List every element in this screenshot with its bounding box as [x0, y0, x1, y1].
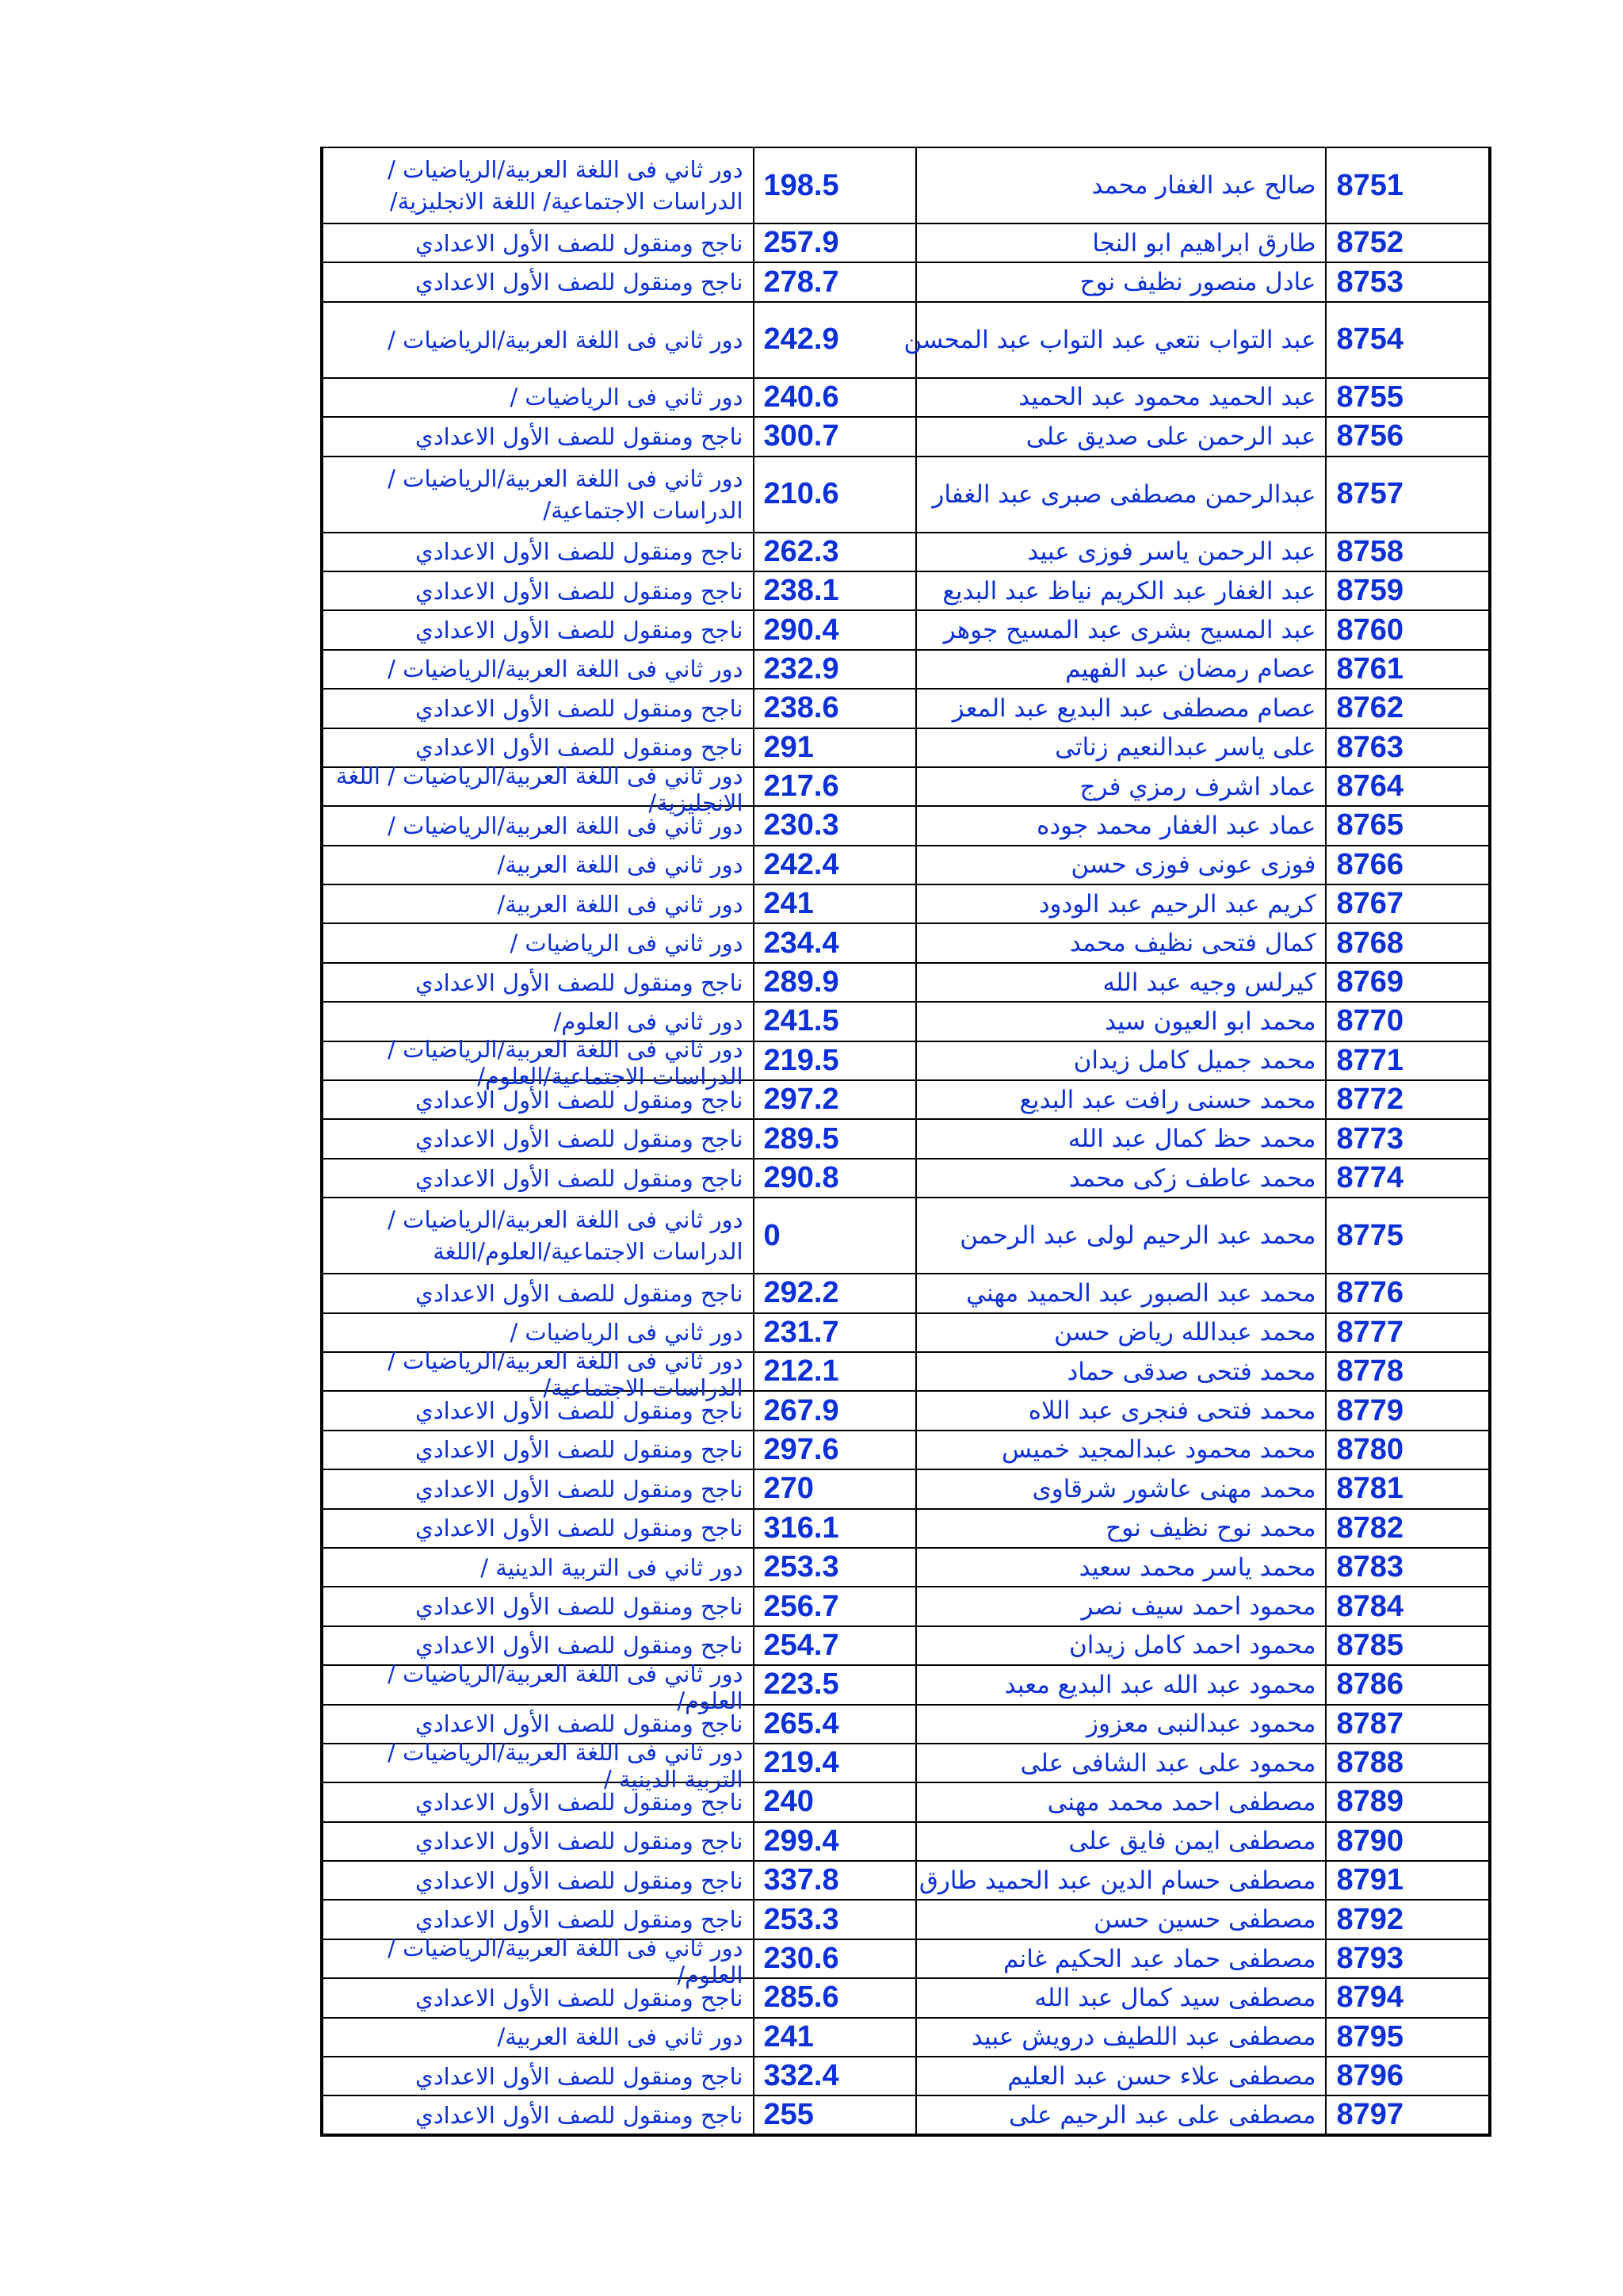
total-score-cell: 241.5 [754, 1002, 917, 1041]
student-name-cell: محمد ابو العيون سيد [916, 1002, 1326, 1041]
result-status-cell [322, 1934, 754, 1988]
result-status-text: ناجح ومنقول للصف الأول الاعدادي [415, 1125, 743, 1153]
result-status-cell [322, 1548, 754, 1587]
result-status-cell [322, 457, 754, 533]
result-status-cell [322, 1274, 754, 1312]
result-status-cell [322, 147, 754, 223]
total-score-cell: 255 [754, 2095, 917, 2134]
result-status-cell [322, 1509, 754, 1548]
seat-number-cell: 8795 [1326, 2018, 1490, 2057]
result-status-cell [322, 2018, 754, 2057]
table-row [322, 1159, 1490, 1198]
student-name-cell: عماد اشرف رمزي فرج [916, 767, 1326, 806]
student-name-cell: كيرلس وجيه عبد الله [916, 963, 1326, 1002]
table-row [322, 650, 1490, 689]
table-row [322, 1978, 1490, 2017]
student-name-cell: عبدالرحمن مصطفى صبرى عبد الغفار [916, 457, 1326, 533]
total-score-cell: 262.3 [754, 533, 917, 571]
seat-number-cell: 8792 [1326, 1900, 1490, 1939]
result-status-text: دور ثاني فى اللغة العربية/الرياضيات / الدراسات الاجتماعية/ اللغة الانجليزية/ [388, 156, 743, 215]
student-name-cell: عبد التواب نتعي عبد التواب عبد المحسن [916, 302, 1326, 378]
seat-number-cell: 8759 [1326, 571, 1490, 610]
result-status-text: ناجح ومنقول للصف الأول الاعدادي [415, 1279, 743, 1307]
seat-number-cell: 8769 [1326, 963, 1490, 1002]
table-row [322, 1469, 1490, 1508]
seat-number-cell: 8785 [1326, 1626, 1490, 1665]
student-name-cell: محمد عاطف زكى محمد [916, 1159, 1326, 1198]
total-score-cell: 232.9 [754, 650, 917, 689]
student-name-cell: عبد الرحمن ياسر فوزى عبيد [916, 533, 1326, 571]
result-status-text: ناجح ومنقول للصف الأول الاعدادي [415, 1866, 743, 1894]
result-status-cell [322, 1469, 754, 1508]
result-status-cell [322, 1080, 754, 1119]
result-status-cell [322, 1587, 754, 1626]
table-row [322, 1705, 1490, 1744]
total-score-cell: 238.6 [754, 689, 917, 728]
result-status-text: ناجح ومنقول للصف الأول الاعدادي [415, 617, 743, 644]
student-name-cell: محمد عبد الرحيم لولى عبد الرحمن [916, 1198, 1326, 1274]
student-name-cell: مصطفى حماد عبد الحكيم غانم [916, 1939, 1326, 1978]
student-name-cell: مصطفى على عبد الرحيم على [916, 2095, 1326, 2134]
seat-number-cell: 8772 [1326, 1080, 1490, 1119]
result-status-text: ناجح ومنقول للصف الأول الاعدادي [415, 968, 743, 996]
student-name-cell: عماد عبد الغفار محمد جوده [916, 806, 1326, 845]
seat-number-cell: 8786 [1326, 1665, 1490, 1704]
table-row [322, 1041, 1490, 1080]
table-row [322, 1861, 1490, 1900]
table-row [322, 806, 1490, 845]
student-name-cell: محمد مهنى عاشور شرقاوى [916, 1469, 1326, 1508]
seat-number-cell: 8784 [1326, 1587, 1490, 1626]
result-status-cell [322, 728, 754, 767]
student-name-cell: مصطفى حسين حسن [916, 1900, 1326, 1939]
table-row [322, 1744, 1490, 1782]
seat-number-cell: 8796 [1326, 2057, 1490, 2095]
table-row [322, 1002, 1490, 1041]
seat-number-cell: 8768 [1326, 923, 1490, 962]
table-row [322, 1274, 1490, 1312]
seat-number-cell: 8774 [1326, 1159, 1490, 1198]
total-score-cell: 290.8 [754, 1159, 917, 1198]
result-status-text: دور ثاني فى اللغة العربية/الرياضيات / [388, 326, 743, 353]
result-status-text: ناجح ومنقول للصف الأول الاعدادي [415, 2062, 743, 2090]
total-score-cell: 210.6 [754, 457, 917, 533]
result-status-cell [322, 571, 754, 610]
total-score-cell: 241 [754, 2018, 917, 2057]
student-name-cell: عبد المسيح بشرى عبد المسيح جوهر [916, 610, 1326, 649]
result-status-text: ناجح ومنقول للصف الأول الاعدادي [415, 2101, 743, 2129]
table-row [322, 533, 1490, 571]
result-status-text: دور ثاني فى التربية الدينية / [480, 1553, 743, 1581]
student-name-cell: محمود احمد سيف نصر [916, 1587, 1326, 1626]
student-name-cell: مصطفى ايمن فايق على [916, 1822, 1326, 1861]
student-name-cell: مصطفى علاء حسن عبد العليم [916, 2057, 1326, 2095]
seat-number-cell: 8779 [1326, 1391, 1490, 1430]
result-status-text: ناجح ومنقول للصف الأول الاعدادي [415, 422, 743, 450]
table-row [322, 1119, 1490, 1158]
table-row [322, 1626, 1490, 1665]
result-status-cell [322, 762, 754, 816]
result-status-text: ناجح ومنقول للصف الأول الاعدادي [415, 1164, 743, 1192]
seat-number-cell: 8764 [1326, 767, 1490, 806]
student-name-cell: محمد فتحى فنجرى عبد اللاه [916, 1391, 1326, 1430]
total-score-cell: 285.6 [754, 1978, 917, 2017]
table-row [322, 223, 1490, 262]
seat-number-cell: 8771 [1326, 1041, 1490, 1080]
seat-number-cell: 8756 [1326, 417, 1490, 456]
total-score-cell: 253.3 [754, 1900, 917, 1939]
table-row [322, 2018, 1490, 2057]
total-score-cell: 256.7 [754, 1587, 917, 1626]
total-score-cell: 299.4 [754, 1822, 917, 1861]
total-score-cell: 300.7 [754, 417, 917, 456]
table-row [322, 262, 1490, 301]
seat-number-cell: 8770 [1326, 1002, 1490, 1041]
seat-number-cell: 8777 [1326, 1313, 1490, 1352]
student-name-cell: صالح عبد الغفار محمد [916, 147, 1326, 223]
result-status-text: ناجح ومنقول للصف الأول الاعدادي [415, 269, 743, 296]
table-row [322, 689, 1490, 728]
result-status-text: دور ثاني فى اللغة العربية/الرياضيات / التربية الدينية / [388, 1738, 743, 1793]
result-status-cell [322, 689, 754, 728]
result-status-text: دور ثاني فى اللغة العربية/الرياضيات / العلوم/ [388, 1934, 743, 1988]
seat-number-cell: 8776 [1326, 1274, 1490, 1312]
result-status-cell [322, 1660, 754, 1714]
seat-number-cell: 8781 [1326, 1469, 1490, 1508]
result-status-cell [322, 1978, 754, 2017]
table-row [322, 457, 1490, 533]
seat-number-cell: 8762 [1326, 689, 1490, 728]
result-status-cell [322, 1036, 754, 1091]
table-row [322, 728, 1490, 767]
result-status-text: ناجح ومنقول للصف الأول الاعدادي [415, 1828, 743, 1855]
student-name-cell: محمود عبد الله عبد البديع معبد [916, 1665, 1326, 1704]
table-row [322, 147, 1490, 223]
result-status-text: ناجح ومنقول للصف الأول الاعدادي [415, 538, 743, 566]
result-status-cell [322, 1861, 754, 1900]
result-status-text: دور ثاني فى اللغة العربية/الرياضيات / العلوم/ [388, 1660, 743, 1714]
result-status-cell [322, 1347, 754, 1401]
seat-number-cell: 8755 [1326, 378, 1490, 417]
table-row [322, 1352, 1490, 1391]
result-status-text: ناجح ومنقول للصف الأول الاعدادي [415, 1515, 743, 1542]
seat-number-cell: 8761 [1326, 650, 1490, 689]
result-status-cell [322, 1198, 754, 1274]
seat-number-cell: 8787 [1326, 1705, 1490, 1744]
result-status-cell [322, 262, 754, 301]
table-row [322, 1391, 1490, 1430]
student-name-cell: عصام مصطفى عبد البديع عبد المعز [916, 689, 1326, 728]
total-score-cell: 230.6 [754, 1939, 917, 1978]
seat-number-cell: 8791 [1326, 1861, 1490, 1900]
student-name-cell: كمال فتحى نظيف محمد [916, 923, 1326, 962]
seat-number-cell: 8752 [1326, 223, 1490, 262]
table-row [322, 1782, 1490, 1821]
student-name-cell: محمد حظ كمال عبد الله [916, 1119, 1326, 1158]
seat-number-cell: 8754 [1326, 302, 1490, 378]
result-status-cell [322, 2095, 754, 2134]
seat-number-cell: 8789 [1326, 1782, 1490, 1821]
student-name-cell: مصطفى عبد اللطيف درويش عبيد [916, 2018, 1326, 2057]
table-row [322, 1431, 1490, 1469]
seat-number-cell: 8773 [1326, 1119, 1490, 1158]
total-score-cell: 278.7 [754, 262, 917, 301]
student-name-cell: محمد عبدالله رياض حسن [916, 1313, 1326, 1352]
student-name-cell: محمد ياسر محمد سعيد [916, 1548, 1326, 1587]
result-status-cell [322, 1313, 754, 1352]
table-row [322, 923, 1490, 962]
table-row [322, 1313, 1490, 1352]
table-row [322, 963, 1490, 1002]
result-status-text: دور ثاني فى اللغة العربية/الرياضيات / الدراسات الاجتماعية/ [388, 1347, 743, 1401]
result-status-cell [322, 884, 754, 923]
table-row [322, 1665, 1490, 1704]
result-status-cell [322, 1626, 754, 1665]
result-status-text: دور ثاني فى الرياضيات / [510, 930, 743, 957]
student-name-cell: محمود على عبد الشافى على [916, 1744, 1326, 1782]
result-status-text: دور ثاني فى اللغة العربية/الرياضيات / الدراسات الاجتماعية/العلوم/اللغة [388, 1206, 743, 1266]
student-name-cell: محمد حسنى رافت عبد البديع [916, 1080, 1326, 1119]
result-status-cell [322, 533, 754, 571]
result-status-text: دور ثاني فى اللغة العربية/الرياضيات / [388, 655, 743, 683]
total-score-cell: 219.5 [754, 1041, 917, 1080]
result-status-cell [322, 1431, 754, 1469]
total-score-cell: 242.9 [754, 302, 917, 378]
table-row [322, 846, 1490, 884]
result-status-cell [322, 1391, 754, 1430]
total-score-cell: 231.7 [754, 1313, 917, 1352]
table-row [322, 378, 1490, 417]
total-score-cell: 290.4 [754, 610, 917, 649]
student-name-cell: مصطفى حسام الدين عبد الحميد طارق [916, 1861, 1326, 1900]
table-row [322, 1198, 1490, 1274]
result-status-text: دور ثاني فى اللغة العربية/الرياضيات / الدراسات الاجتماعية/العلوم/ [388, 1036, 743, 1091]
result-status-cell [322, 1822, 754, 1861]
result-status-text: ناجح ومنقول للصف الأول الاعدادي [415, 734, 743, 762]
result-status-cell [322, 806, 754, 845]
total-score-cell: 240 [754, 1782, 917, 1821]
student-name-cell: محمد نوح نظيف نوح [916, 1509, 1326, 1548]
total-score-cell: 241 [754, 884, 917, 923]
seat-number-cell: 8782 [1326, 1509, 1490, 1548]
result-status-text: ناجح ومنقول للصف الأول الاعدادي [415, 1436, 743, 1464]
seat-number-cell: 8794 [1326, 1978, 1490, 2017]
result-status-cell [322, 923, 754, 962]
student-name-cell: على ياسر عبدالنعيم زناتى [916, 728, 1326, 767]
student-name-cell: محمد فتحى صدقى حماد [916, 1352, 1326, 1391]
table-row [322, 2057, 1490, 2095]
student-name-cell: طارق ابراهيم ابو النجا [916, 223, 1326, 262]
student-name-cell: محمد جميل كامل زيدان [916, 1041, 1326, 1080]
total-score-cell: 289.9 [754, 963, 917, 1002]
seat-number-cell: 8788 [1326, 1744, 1490, 1782]
total-score-cell: 267.9 [754, 1391, 917, 1430]
student-name-cell: عبد الحميد محمود عبد الحميد [916, 378, 1326, 417]
result-status-cell [322, 1002, 754, 1041]
student-name-cell: محمود احمد كامل زيدان [916, 1626, 1326, 1665]
result-status-text: دور ثاني فى الرياضيات / [510, 384, 743, 411]
total-score-cell: 297.2 [754, 1080, 917, 1119]
result-status-text: ناجح ومنقول للصف الأول الاعدادي [415, 1593, 743, 1621]
student-name-cell: محمد محمود عبدالمجيد خميس [916, 1431, 1326, 1469]
result-status-cell [322, 1900, 754, 1939]
total-score-cell: 270 [754, 1469, 917, 1508]
total-score-cell: 240.6 [754, 378, 917, 417]
total-score-cell: 217.6 [754, 767, 917, 806]
total-score-cell: 257.9 [754, 223, 917, 262]
total-score-cell: 289.5 [754, 1119, 917, 1158]
result-status-text: ناجح ومنقول للصف الأول الاعدادي [415, 694, 743, 722]
result-status-text: دور ثاني فى اللغة العربية/الرياضيات / [388, 812, 743, 839]
result-status-cell [322, 1119, 754, 1158]
total-score-cell: 223.5 [754, 1665, 917, 1704]
result-status-text: دور ثاني فى العلوم/ [553, 1007, 743, 1035]
student-name-cell: عبد الغفار عبد الكريم نياظ عبد البديع [916, 571, 1326, 610]
seat-number-cell: 8780 [1326, 1431, 1490, 1469]
seat-number-cell: 8757 [1326, 457, 1490, 533]
table-row [322, 1080, 1490, 1119]
seat-number-cell: 8765 [1326, 806, 1490, 845]
result-status-text: ناجح ومنقول للصف الأول الاعدادي [415, 229, 743, 257]
total-score-cell: 253.3 [754, 1548, 917, 1587]
result-status-text: ناجح ومنقول للصف الأول الاعدادي [415, 1984, 743, 2011]
seat-number-cell: 8753 [1326, 262, 1490, 301]
total-score-cell: 265.4 [754, 1705, 917, 1744]
total-score-cell: 198.5 [754, 147, 917, 223]
result-status-text: ناجح ومنقول للصف الأول الاعدادي [415, 1788, 743, 1816]
student-name-cell: محمود عبدالنبى معزوز [916, 1705, 1326, 1744]
student-name-cell: مصطفى احمد محمد مهنى [916, 1782, 1326, 1821]
seat-number-cell: 8751 [1326, 147, 1490, 223]
total-score-cell: 219.4 [754, 1744, 917, 1782]
total-score-cell: 332.4 [754, 2057, 917, 2095]
table-row [322, 2095, 1490, 2134]
table-row [322, 1822, 1490, 1861]
total-score-cell: 230.3 [754, 806, 917, 845]
result-status-cell [322, 963, 754, 1002]
table-row [322, 417, 1490, 456]
seat-number-cell: 8783 [1326, 1548, 1490, 1587]
result-status-cell [322, 1159, 754, 1198]
result-status-cell [322, 2057, 754, 2095]
result-status-text: دور ثاني فى اللغة العربية/الرياضيات / اللغة الانجليزية/ [335, 762, 743, 816]
result-status-cell [322, 610, 754, 649]
result-status-cell [322, 378, 754, 417]
table-row [322, 302, 1490, 378]
table-row [322, 1587, 1490, 1626]
table-row [322, 884, 1490, 923]
result-status-text: ناجح ومنقول للصف الأول الاعدادي [415, 1475, 743, 1503]
result-status-text: دور ثاني فى الرياضيات / [510, 1319, 743, 1347]
table-row [322, 1548, 1490, 1587]
result-status-cell [322, 650, 754, 689]
result-status-cell [322, 302, 754, 378]
total-score-cell: 291 [754, 728, 917, 767]
result-status-cell [322, 1705, 754, 1744]
seat-number-cell: 8778 [1326, 1352, 1490, 1391]
total-score-cell: 337.8 [754, 1861, 917, 1900]
student-name-cell: عبد الرحمن على صديق على [916, 417, 1326, 456]
result-status-text: ناجح ومنقول للصف الأول الاعدادي [415, 1710, 743, 1738]
total-score-cell: 316.1 [754, 1509, 917, 1548]
result-status-text: دور ثاني فى اللغة العربية/ [497, 2023, 743, 2051]
result-status-cell [322, 846, 754, 884]
result-status-text: ناجح ومنقول للصف الأول الاعدادي [415, 577, 743, 605]
seat-number-cell: 8758 [1326, 533, 1490, 571]
result-status-cell [322, 1782, 754, 1821]
seat-number-cell: 8763 [1326, 728, 1490, 767]
result-status-cell [322, 1738, 754, 1793]
seat-number-cell: 8793 [1326, 1939, 1490, 1978]
result-status-text: ناجح ومنقول للصف الأول الاعدادي [415, 1906, 743, 1934]
total-score-cell: 292.2 [754, 1274, 917, 1312]
seat-number-cell: 8790 [1326, 1822, 1490, 1861]
student-name-cell: فوزى عونى فوزى حسن [916, 846, 1326, 884]
student-name-cell: عصام رمضان عبد الفهيم [916, 650, 1326, 689]
seat-number-cell: 8797 [1326, 2095, 1490, 2134]
total-score-cell: 242.4 [754, 846, 917, 884]
total-score-cell: 234.4 [754, 923, 917, 962]
result-status-cell [322, 417, 754, 456]
result-status-text: ناجح ومنقول للصف الأول الاعدادي [415, 1632, 743, 1660]
results-body [322, 147, 1490, 2135]
seat-number-cell: 8775 [1326, 1198, 1490, 1274]
student-name-cell: كريم عبد الرحيم عبد الودود [916, 884, 1326, 923]
table-row [322, 610, 1490, 649]
result-status-cell [322, 223, 754, 262]
table-row [322, 767, 1490, 806]
student-name-cell: مصطفى سيد كمال عبد الله [916, 1978, 1326, 2017]
result-status-text: دور ثاني فى اللغة العربية/ [497, 851, 743, 879]
seat-number-cell: 8767 [1326, 884, 1490, 923]
total-score-cell: 238.1 [754, 571, 917, 610]
seat-number-cell: 8766 [1326, 846, 1490, 884]
total-score-cell: 254.7 [754, 1626, 917, 1665]
table-row [322, 1939, 1490, 1978]
table-row [322, 1509, 1490, 1548]
result-status-text: ناجح ومنقول للصف الأول الاعدادي [415, 1086, 743, 1114]
total-score-cell: 297.6 [754, 1431, 917, 1469]
results-table [320, 147, 1491, 2137]
result-status-text: دور ثاني فى اللغة العربية/ [497, 890, 743, 918]
table-row [322, 571, 1490, 610]
table-row [322, 1900, 1490, 1939]
student-name-cell: عادل منصور نظيف نوح [916, 262, 1326, 301]
seat-number-cell: 8760 [1326, 610, 1490, 649]
student-name-cell: محمد عبد الصبور عبد الحميد مهني [916, 1274, 1326, 1312]
result-status-text: ناجح ومنقول للصف الأول الاعدادي [415, 1397, 743, 1425]
result-status-text: دور ثاني فى اللغة العربية/الرياضيات / الدراسات الاجتماعية/ [388, 464, 743, 524]
total-score-cell: 212.1 [754, 1352, 917, 1391]
total-score-cell: 0 [754, 1198, 917, 1274]
